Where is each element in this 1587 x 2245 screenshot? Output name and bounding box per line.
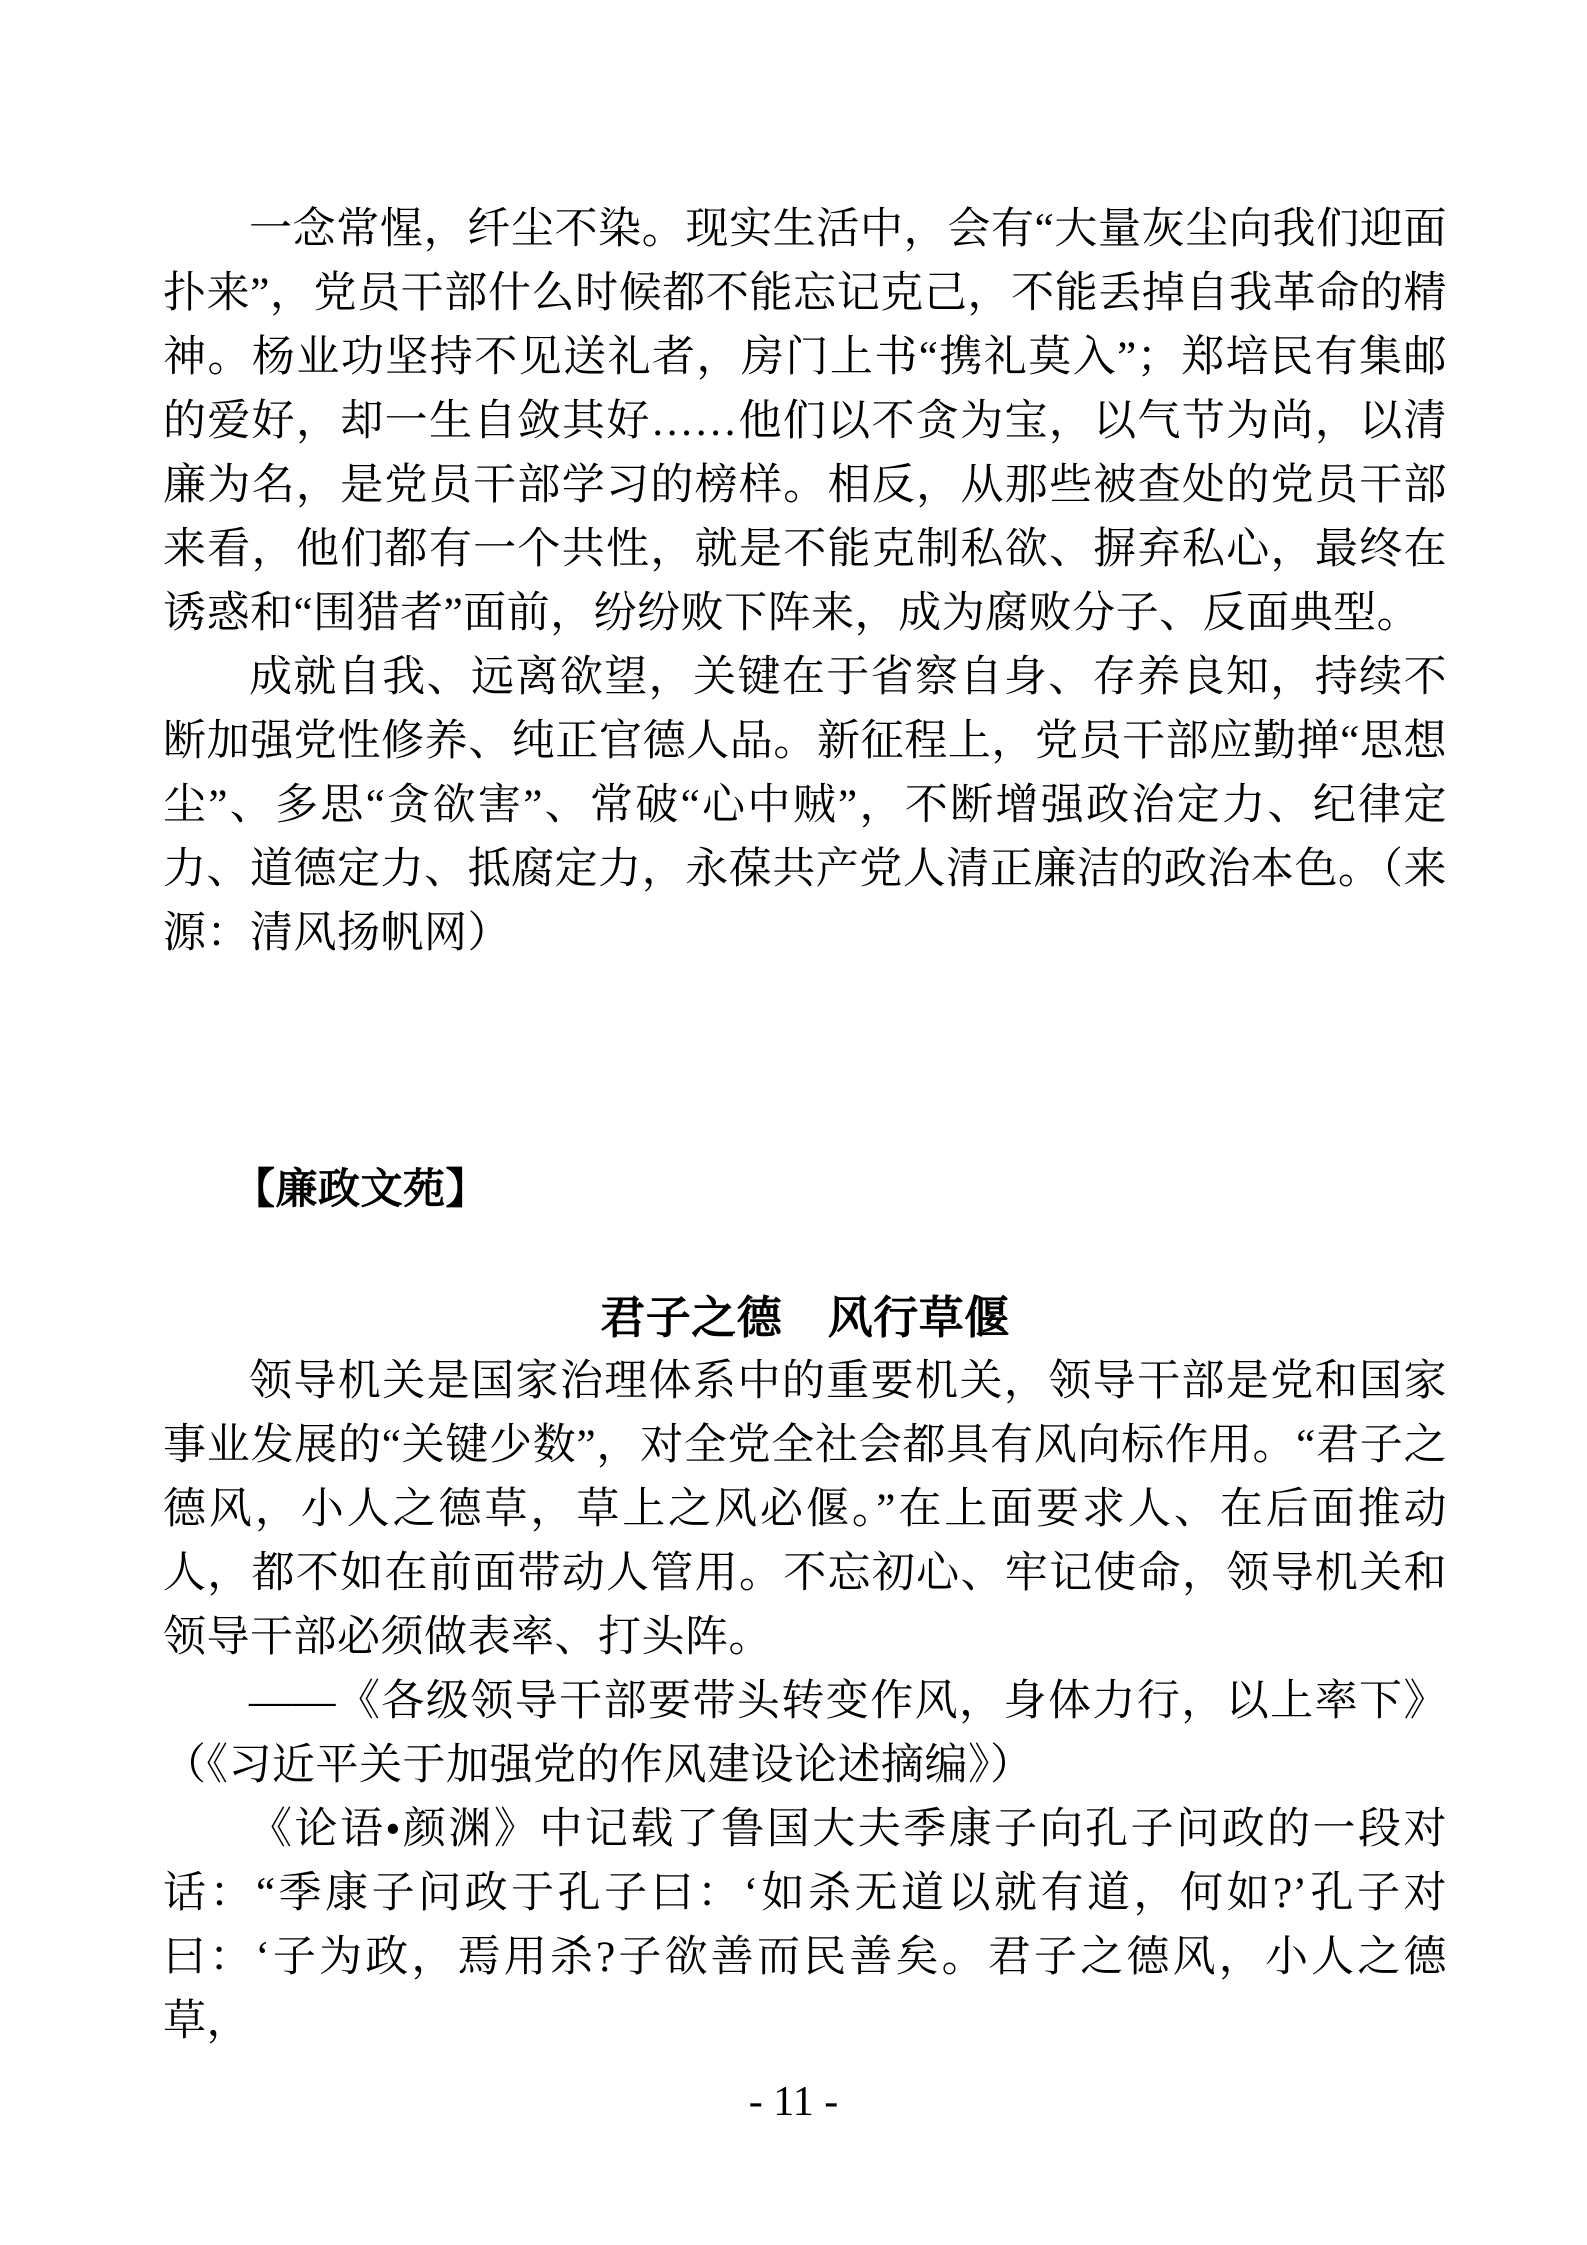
body-paragraph-2: 成就自我、远离欲望，关键在于省察自身、存养良知，持续不断加强党性修养、纯正官德人品。新征程上，党员干部应勤掸“思想尘”、多思“贪欲害”、常破“心中贼”，不断增强政治定力、纪律定力、道德定力、抵腐定力，永葆共产党人清正廉洁的政治本色。（来源：清风扬帆网） (163, 654, 1447, 957)
page-body (163, 198, 1447, 2054)
body-paragraph-1: 一念常惺，纤尘不染。现实生活中，会有“大量灰尘向我们迎面扑来”，党员干部什么时候都不能忘记克己，不能丢掉自我革命的精神。杨业功坚持不见送礼者，房门上书“携礼莫入”；郑培民有集邮的爱好，却一生自敛其好……他们以不贪为宝，以气节为尚，以清廉为名，是党员干部学习的榜样。相反，从那些被查处的党员干部来看，他们都有一个共性，就是不能克制私欲、摒弃私心，最终在诱惑和“围猎者”面前，纷纷败下阵来，成为腐败分子、反面典型。 (163, 206, 1447, 637)
quote-attribution-line: ——《各级领导干部要带头转变作风，身体力行，以上率下》 (249, 1678, 1447, 1725)
page-number: - 11 - (748, 2079, 839, 2125)
body-paragraph-3: 领导机关是国家治理体系中的重要机关，领导干部是党和国家事业发展的“关键少数”，对全党全社会都具有风向标作用。“君子之德风，小人之德草，草上之风必偃。”在上面要求人、在后面推动人，都不如在前面带动人管用。不忘初心、牢记使命，领导机关和领导干部必须做表率、打头阵。 (163, 1358, 1447, 1661)
quote-source-line: （《习近平关于加强党的作风建设论述摘编》） (163, 1742, 1034, 1789)
section-header: 【廉政文苑】 (233, 1167, 489, 1213)
article-title: 君子之德 风行草偃 (600, 1293, 1010, 1343)
body-paragraph-4: 《论语•颜渊》中记载了鲁国大夫季康子向孔子问政的一段对话：“季康子问政于孔子曰：‘如杀无道以就有道，何如?’孔子对曰：‘子为政，焉用杀?子欲善而民善矣。君子之德风，小人之德草， (163, 1806, 1447, 2045)
